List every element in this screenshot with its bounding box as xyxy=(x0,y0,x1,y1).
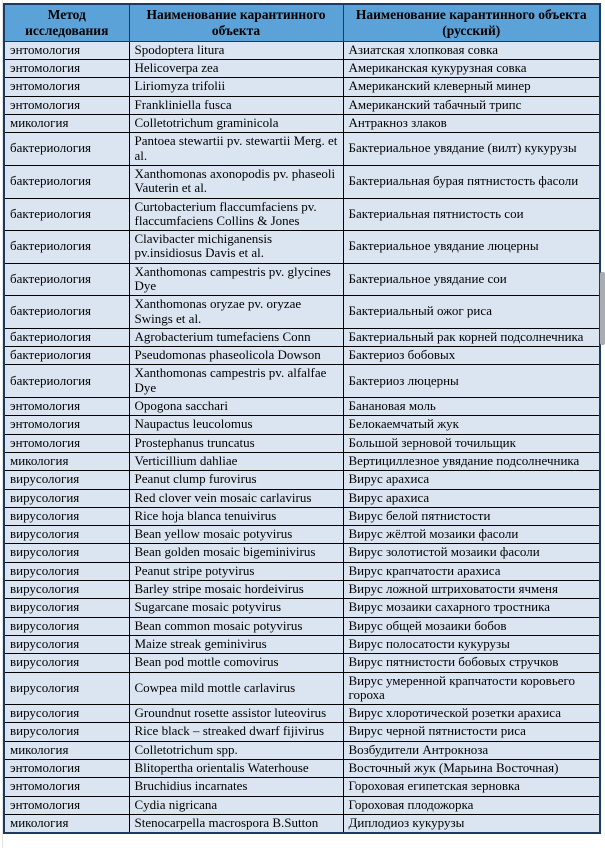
table-row xyxy=(4,814,600,833)
latin-name-cell: Groundnut rosette assistor luteovirus xyxy=(129,705,343,723)
method-cell: микология xyxy=(4,452,129,470)
method-cell: вирусология xyxy=(4,507,129,525)
russian-name-cell: Вирус жёлтой мозаики фасоли xyxy=(343,526,600,544)
table-row xyxy=(4,41,600,59)
table-row xyxy=(4,741,600,759)
table-row xyxy=(4,599,600,617)
method-cell: вирусология xyxy=(4,635,129,653)
table-row xyxy=(4,452,600,470)
latin-name-cell: Frankliniella fusca xyxy=(129,96,343,114)
method-cell: энтомология xyxy=(4,796,129,814)
method-cell: энтомология xyxy=(4,416,129,434)
table-row xyxy=(4,434,600,452)
method-cell: вирусология xyxy=(4,544,129,562)
table-row xyxy=(4,544,600,562)
table-row xyxy=(4,416,600,434)
latin-name-cell: Peanut stripe potyvirus xyxy=(129,562,343,580)
russian-name-cell: Вирус арахиса xyxy=(343,489,600,507)
method-cell: энтомология xyxy=(4,60,129,78)
table-row xyxy=(4,365,600,398)
russian-name-cell: Бактериальное увядание люцерны xyxy=(343,231,600,264)
russian-name-cell: Банановая моль xyxy=(343,398,600,416)
table-row xyxy=(4,115,600,133)
table-row xyxy=(4,133,600,166)
table-row xyxy=(4,581,600,599)
method-cell: вирусология xyxy=(4,489,129,507)
table-row xyxy=(4,398,600,416)
russian-name-cell: Американский табачный трипс xyxy=(343,96,600,114)
table-row xyxy=(4,760,600,778)
latin-name-cell: Pantoea stewartii pv. stewartii Merg. et al. xyxy=(129,133,343,166)
latin-name-cell: Xanthomonas campestris pv. alfalfae Dye xyxy=(129,365,343,398)
method-cell: вирусология xyxy=(4,617,129,635)
method-cell: бактериология xyxy=(4,263,129,296)
header-russian-name: Наименование карантинного объекта (русский) xyxy=(343,4,600,41)
method-cell: бактериология xyxy=(4,347,129,365)
russian-name-cell: Бактериальный рак корней подсолнечника xyxy=(343,328,600,346)
table-row xyxy=(4,507,600,525)
method-cell: энтомология xyxy=(4,760,129,778)
method-cell: бактериология xyxy=(4,365,129,398)
table-row xyxy=(4,78,600,96)
method-cell: вирусология xyxy=(4,723,129,741)
latin-name-cell: Xanthomonas axonopodis pv. phaseoli Vauterin et al. xyxy=(129,165,343,198)
table-row xyxy=(4,165,600,198)
latin-name-cell: Rice hoja blanca tenuivirus xyxy=(129,507,343,525)
method-cell: бактериология xyxy=(4,296,129,329)
latin-name-cell: Blitopertha orientalis Waterhouse xyxy=(129,760,343,778)
method-cell: вирусология xyxy=(4,672,129,705)
table-row xyxy=(4,96,600,114)
russian-name-cell: Вирус полосатости кукурузы xyxy=(343,635,600,653)
method-cell: вирусология xyxy=(4,654,129,672)
latin-name-cell: Bruchidius incarnates xyxy=(129,778,343,796)
russian-name-cell: Гороховая плодожорка xyxy=(343,796,600,814)
latin-name-cell: Bean yellow mosaic potyvirus xyxy=(129,526,343,544)
quarantine-objects-table xyxy=(3,3,601,834)
russian-name-cell: Возбудители Антрокноза xyxy=(343,741,600,759)
russian-name-cell: Американская кукурузная совка xyxy=(343,60,600,78)
russian-name-cell: Бактериальное увядание сои xyxy=(343,263,600,296)
header-method: Метод исследования xyxy=(4,4,129,41)
russian-name-cell: Гороховая египетская зерновка xyxy=(343,778,600,796)
method-cell: вирусология xyxy=(4,562,129,580)
latin-name-cell: Colletotrichum graminicola xyxy=(129,115,343,133)
table-row xyxy=(4,562,600,580)
russian-name-cell: Антракноз злаков xyxy=(343,115,600,133)
scrollbar-thumb[interactable] xyxy=(600,272,605,345)
latin-name-cell: Agrobacterium tumefaciens Conn xyxy=(129,328,343,346)
latin-name-cell: Prostephanus truncatus xyxy=(129,434,343,452)
russian-name-cell: Восточный жук (Марьина Восточная) xyxy=(343,760,600,778)
table-row xyxy=(4,198,600,231)
russian-name-cell: Вирус черной пятнистости риса xyxy=(343,723,600,741)
method-cell: микология xyxy=(4,741,129,759)
latin-name-cell: Rice black – streaked dwarf fijivirus xyxy=(129,723,343,741)
latin-name-cell: Bean pod mottle comovirus xyxy=(129,654,343,672)
method-cell: бактериология xyxy=(4,198,129,231)
table-row xyxy=(4,489,600,507)
russian-name-cell: Вирус белой пятнистости xyxy=(343,507,600,525)
method-cell: энтомология xyxy=(4,41,129,59)
russian-name-cell: Бактериальный ожог риса xyxy=(343,296,600,329)
table-row xyxy=(4,672,600,705)
method-cell: энтомология xyxy=(4,78,129,96)
method-cell: вирусология xyxy=(4,471,129,489)
russian-name-cell: Бактериоз бобовых xyxy=(343,347,600,365)
russian-name-cell: Бактериальная пятнистость сои xyxy=(343,198,600,231)
russian-name-cell: Бактериальная бурая пятнистость фасоли xyxy=(343,165,600,198)
table-row xyxy=(4,296,600,329)
table-row xyxy=(4,328,600,346)
latin-name-cell: Liriomyza trifolii xyxy=(129,78,343,96)
russian-name-cell: Американский клеверный минер xyxy=(343,78,600,96)
method-cell: энтомология xyxy=(4,778,129,796)
latin-name-cell: Barley stripe mosaic hordeivirus xyxy=(129,581,343,599)
method-cell: бактериология xyxy=(4,328,129,346)
latin-name-cell: Cowpea mild mottle carlavirus xyxy=(129,672,343,705)
latin-name-cell: Verticillium dahliae xyxy=(129,452,343,470)
table-row xyxy=(4,617,600,635)
method-cell: вирусология xyxy=(4,526,129,544)
table-row xyxy=(4,347,600,365)
russian-name-cell: Вирус золотистой мозаики фасоли xyxy=(343,544,600,562)
russian-name-cell: Бактериоз люцерны xyxy=(343,365,600,398)
table-row xyxy=(4,705,600,723)
quarantine-table-body xyxy=(4,41,600,833)
latin-name-cell: Peanut clump furovirus xyxy=(129,471,343,489)
method-cell: микология xyxy=(4,814,129,833)
header-row xyxy=(4,4,600,41)
method-cell: бактериология xyxy=(4,231,129,264)
method-cell: вирусология xyxy=(4,705,129,723)
latin-name-cell: Maize streak geminivirus xyxy=(129,635,343,653)
latin-name-cell: Xanthomonas oryzae pv. oryzae Swings et al. xyxy=(129,296,343,329)
header-latin-name: Наименование карантинного объекта xyxy=(129,4,343,41)
russian-name-cell: Бактериальное увядание (вилт) кукурузы xyxy=(343,133,600,166)
latin-name-cell: Stenocarpella macrospora B.Sutton xyxy=(129,814,343,833)
latin-name-cell: Bean golden mosaic bigeminivirus xyxy=(129,544,343,562)
table-row xyxy=(4,263,600,296)
russian-name-cell: Вирус пятнистости бобовых стручков xyxy=(343,654,600,672)
table-row xyxy=(4,231,600,264)
russian-name-cell: Вирус крапчатости арахиса xyxy=(343,562,600,580)
table-row xyxy=(4,60,600,78)
russian-name-cell: Вирус арахиса xyxy=(343,471,600,489)
latin-name-cell: Colletotrichum spp. xyxy=(129,741,343,759)
russian-name-cell: Вирус мозаики сахарного тростника xyxy=(343,599,600,617)
method-cell: бактериология xyxy=(4,133,129,166)
method-cell: бактериология xyxy=(4,165,129,198)
latin-name-cell: Pseudomonas phaseolicola Dowson xyxy=(129,347,343,365)
table-row xyxy=(4,796,600,814)
russian-name-cell: Вирус ложной штриховатости ячменя xyxy=(343,581,600,599)
table-row xyxy=(4,778,600,796)
russian-name-cell: Большой зерновой точильщик xyxy=(343,434,600,452)
latin-name-cell: Cydia nigricana xyxy=(129,796,343,814)
russian-name-cell: Азиатская хлопковая совка xyxy=(343,41,600,59)
russian-name-cell: Вирус хлоротической розетки арахиса xyxy=(343,705,600,723)
russian-name-cell: Вертициллезное увядание подсолнечника xyxy=(343,452,600,470)
latin-name-cell: Bean common mosaic potyvirus xyxy=(129,617,343,635)
russian-name-cell: Белокаемчатый жук xyxy=(343,416,600,434)
latin-name-cell: Xanthomonas campestris pv. glycines Dye xyxy=(129,263,343,296)
method-cell: вирусология xyxy=(4,599,129,617)
latin-name-cell: Naupactus leucolomus xyxy=(129,416,343,434)
method-cell: энтомология xyxy=(4,434,129,452)
latin-name-cell: Sugarcane mosaic potyvirus xyxy=(129,599,343,617)
method-cell: вирусология xyxy=(4,581,129,599)
table-row xyxy=(4,635,600,653)
latin-name-cell: Curtobacterium flaccumfaciens pv. flaccumfaciens Collins & Jones xyxy=(129,198,343,231)
table-row xyxy=(4,526,600,544)
table-header xyxy=(4,4,600,41)
method-cell: энтомология xyxy=(4,398,129,416)
table-row xyxy=(4,723,600,741)
latin-name-cell: Opogona sacchari xyxy=(129,398,343,416)
latin-name-cell: Spodoptera litura xyxy=(129,41,343,59)
latin-name-cell: Red clover vein mosaic carlavirus xyxy=(129,489,343,507)
russian-name-cell: Вирус общей мозаики бобов xyxy=(343,617,600,635)
latin-name-cell: Helicoverpa zea xyxy=(129,60,343,78)
table-row xyxy=(4,471,600,489)
latin-name-cell: Clavibacter michiganensis pv.insidiosus Davis et al. xyxy=(129,231,343,264)
russian-name-cell: Диплодиоз кукурузы xyxy=(343,814,600,833)
russian-name-cell: Вирус умеренной крапчатости коровьего гороха xyxy=(343,672,600,705)
method-cell: энтомология xyxy=(4,96,129,114)
table-row xyxy=(4,654,600,672)
method-cell: микология xyxy=(4,115,129,133)
